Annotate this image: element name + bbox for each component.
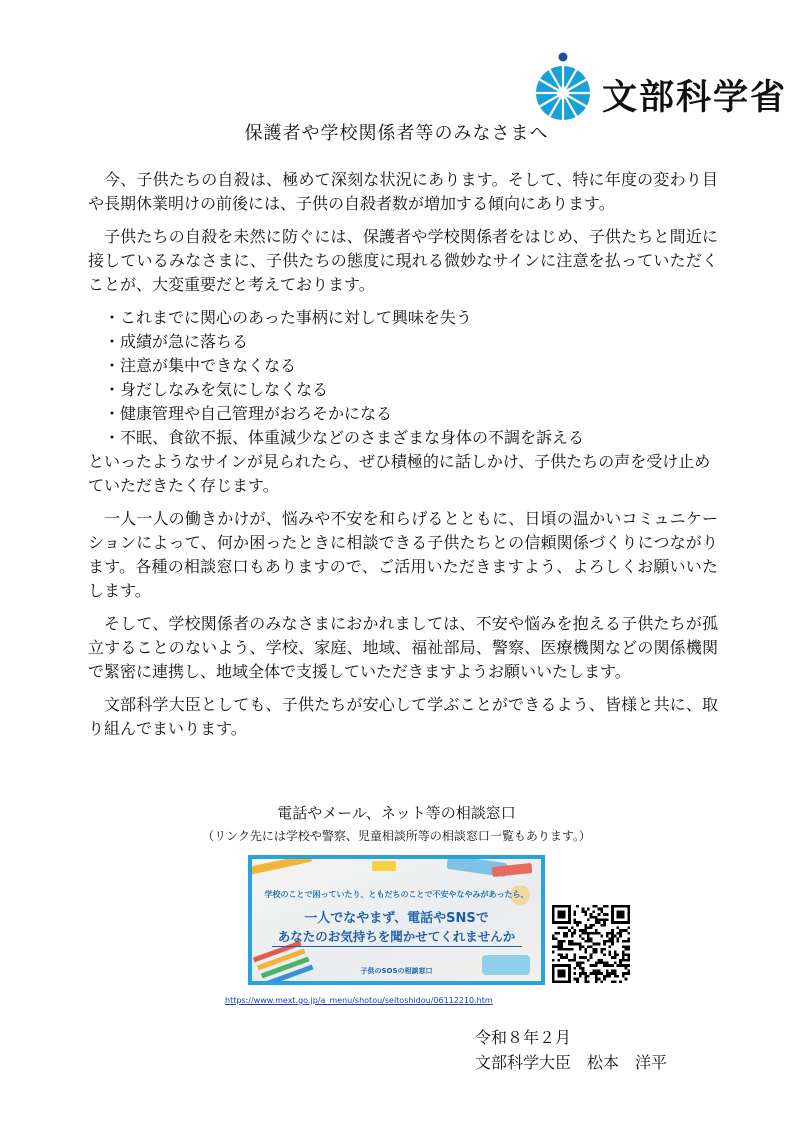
paragraph-intro: 今、子供たちの自殺は、極めて深刻な状況にあります。そして、特に年度の変わり目や長期休業明けの前後には、子供の自殺者数が増加する傾向にあります。	[88, 170, 718, 213]
list-item: ・注意が集中できなくなる	[104, 356, 297, 375]
list-item: ・これまでに関心のあった事柄に対して興味を失う	[104, 308, 472, 327]
banner-underline	[272, 946, 522, 947]
qr-code-icon[interactable]	[552, 905, 630, 983]
paragraph-closing: 文部科学大臣としても、子供たちが安心して学ぶことができるよう、皆様と共に、取り組んでまいります。	[88, 695, 718, 738]
page-title: 保護者や学校関係者等のみなさまへ	[244, 123, 549, 144]
paragraph-cooperation: そして、学校関係者のみなさまにおかれましては、不安や悩みを抱える子供たちが孤立することのないよう、学校、家庭、地域、福祉部局、警察、医療機関などの関係機関で緊密に連携し、地域全体で支援していただきますようお願いいたします。	[88, 614, 718, 681]
issue-date: 令和８年２月	[475, 1028, 572, 1047]
list-item: ・不眠、食欲不振、体重減少などのさまざまな身体の不調を訴える	[104, 428, 585, 447]
banner-subheadline: あなたのお気持ちを聞かせてくれませんか	[277, 929, 516, 944]
mext-emblem-icon	[532, 50, 594, 122]
list-item: ・身だしなみを気にしなくなる	[104, 380, 329, 399]
paragraph-after-list: といったようなサインが見られたら、ぜひ積極的に話しかけ、子供たちの声を受け止めていただきたく存じます。	[88, 452, 711, 495]
contact-note: （リンク先には学校や警察、児童相談所等の相談窓口一覧もあります。）	[202, 829, 591, 843]
paragraph-communication: 一人一人の働きかけが、悩みや不安を和らげるとともに、日頃の温かいコミュニケーションによって、何か困ったときに相談できる子供たちとの信頼関係づくりにつながります。各種の相談窓口もありますので、ご活用いただきますよう、よろしくお願いいたします。	[88, 509, 718, 600]
paragraph-prevention: 子供たちの自殺を未然に防ぐには、保護者や学校関係者をはじめ、子供たちと間近に接しているみなさまに、子供たちの態度に現れる微妙なサインに注意を払っていただくことが、大変重要だと考えております。	[88, 227, 718, 294]
mext-logo	[532, 50, 788, 122]
signer-name: 文部科学大臣 松本 洋平	[475, 1053, 668, 1072]
letter-body	[88, 168, 718, 750]
banner-headline: 一人でなやまず、電話やSNSで	[304, 911, 489, 926]
warning-sign-list	[88, 306, 718, 450]
contact-title: 電話やメール、ネット等の相談窓口	[277, 804, 516, 822]
list-item: ・成績が急に落ちる	[104, 332, 249, 351]
banner-footer: 子供のSOSの相談窓口	[360, 967, 433, 975]
list-item: ・健康管理や自己管理がおろそかになる	[104, 404, 393, 423]
mext-logo-text: 文部科学省	[602, 78, 788, 118]
consultation-banner[interactable]	[248, 855, 545, 985]
consultation-link[interactable]: https://www.mext.go.jp/a_menu/shotou/seitoshidou/06112210.htm	[225, 996, 493, 1005]
banner-small-text: 学校のことで困っていたり、ともだちのことで不安やなやみがあったら、	[264, 890, 529, 899]
